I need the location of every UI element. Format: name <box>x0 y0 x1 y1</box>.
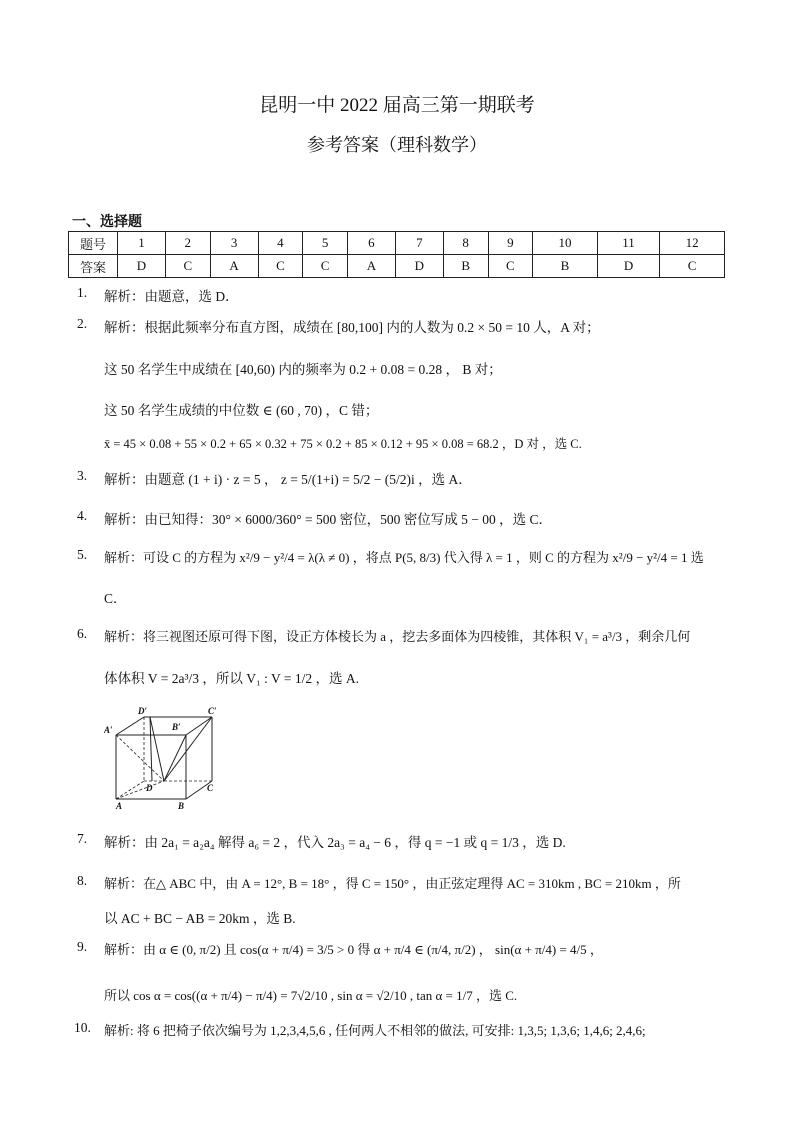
table-cell-answer: C <box>303 255 348 278</box>
solution-text: 解析：在△ ABC 中，由 A = 12°, B = 18° ，得 C = 150° ，由正弦定理得 AC = 310km , BC = 210km ，所 <box>104 876 681 891</box>
solution-number: 6. <box>77 626 88 641</box>
answer-table <box>68 231 725 278</box>
table-cell-answer: C <box>165 255 210 278</box>
table-cell-answer: B <box>443 255 488 278</box>
label-c-prime: C′ <box>208 706 217 716</box>
solution-text: 这 50 名学生成绩的中位数 ∈ (60 , 70) ，C 错； <box>104 403 379 418</box>
solution-text: 解析：由 α ∈ (0, π/2) 且 cos(α + π/4) = 3/5 > 0 得 α + π/4 ∈ (π/4, π/2) ， sin(α + π/4) = 4/5 ， <box>104 942 603 957</box>
solution-number: 10. <box>74 1020 91 1035</box>
solution-text: 解析: 将 6 把椅子依次编号为 1,2,3,4,5,6 , 任何两人不相邻的做法, 可安排: 1,3,5; 1,3,6; 1,4,6; 2,4,6; <box>104 1023 646 1038</box>
solution-text: 解析：由题意 (1 + i) · z = 5 ， z = 5/(1+i) = 5/2 − (5/2)i ，选 A． <box>104 472 472 487</box>
table-row <box>69 232 725 255</box>
label-b-prime: B′ <box>172 722 181 732</box>
label-b: B <box>178 801 185 810</box>
table-cell-number: 6 <box>347 232 395 255</box>
table-header-cell: 答案 <box>69 255 118 278</box>
table-cell-answer: D <box>395 255 443 278</box>
solution-number: 1. <box>77 285 88 300</box>
table-cell-number: 12 <box>660 232 725 255</box>
solution-number: 4. <box>77 508 88 523</box>
table-cell-number: 5 <box>303 232 348 255</box>
solution-number: 5. <box>77 547 88 562</box>
label-c: C <box>207 783 214 793</box>
solution-number: 9. <box>77 939 88 954</box>
table-cell-number: 1 <box>118 232 166 255</box>
table-cell-answer: C <box>488 255 533 278</box>
table-cell-answer: D <box>118 255 166 278</box>
table-cell-answer: A <box>347 255 395 278</box>
table-cell-answer: B <box>533 255 598 278</box>
solution-text: x̄ = 45 × 0.08 + 55 × 0.2 + 65 × 0.32 + 75 × 0.2 + 85 × 0.12 + 95 × 0.08 = 68.2 ，D 对 ，选 C. <box>104 437 582 451</box>
solution-number: 3. <box>77 468 88 483</box>
solution-text: 这 50 名学生中成绩在 [40,60) 内的频率为 0.2 + 0.08 = 0.28 ， B 对； <box>104 362 502 377</box>
solution-number: 2. <box>77 316 88 331</box>
solution-text: 解析：由题意，选 D． <box>104 289 239 304</box>
page-subtitle: 参考答案（理科数学） <box>307 135 487 155</box>
table-cell-number: 7 <box>395 232 443 255</box>
solution-text: 解析：将三视图还原可得下图，设正方体棱长为 a ，挖去多面体为四棱锥，其体积 V₁ = a³/3 ，剩余几何 <box>104 629 691 644</box>
solution-number: 8. <box>77 873 88 888</box>
table-cell-number: 3 <box>210 232 258 255</box>
page-title: 昆明一中 2022 届高三第一期联考 <box>259 95 535 116</box>
cube-figure <box>104 705 224 810</box>
solution-text: 所以 cos α = cos((α + π/4) − π/4) = 7√2/10 , sin α = √2/10 , tan α = 1/7 ，选 C. <box>104 988 518 1003</box>
table-cell-number: 9 <box>488 232 533 255</box>
table-cell-number: 10 <box>533 232 598 255</box>
table-cell-number: 11 <box>597 232 659 255</box>
table-cell-number: 8 <box>443 232 488 255</box>
label-d: D <box>146 783 153 793</box>
solution-text: 解析：可设 C 的方程为 x²/9 − y²/4 = λ(λ ≠ 0) ，将点 P(5, 8/3) 代入得 λ = 1 ，则 C 的方程为 x²/9 − y²/4 = 1 选 <box>104 550 704 565</box>
section-title: 一、选择题 <box>72 214 142 230</box>
solution-text: 解析：由 2a₁ = a₂a₄ 解得 a₆ = 2 ，代入 2a₃ = a₄ − 6 ，得 q = −1 或 q = 1/3 ，选 D. <box>104 835 566 850</box>
table-cell-number: 2 <box>165 232 210 255</box>
table-cell-answer: A <box>210 255 258 278</box>
solution-text: 解析：由已知得：30° × 6000/360° = 500 密位，500 密位写成 5 − 00 ，选 C． <box>104 512 553 527</box>
solution-text: C． <box>104 591 127 606</box>
solution-text: 以 AC + BC − AB = 20km ，选 B. <box>104 911 296 926</box>
table-cell-answer: C <box>660 255 725 278</box>
table-header-cell: 题号 <box>69 232 118 255</box>
solution-text: 体体积 V = 2a³/3 ，所以 V₁ : V = 1/2 ，选 A. <box>104 671 359 686</box>
table-cell-answer: C <box>258 255 303 278</box>
solution-number: 7. <box>77 831 88 846</box>
table-cell-answer: D <box>597 255 659 278</box>
label-a-prime: A′ <box>104 725 113 735</box>
table-cell-number: 4 <box>258 232 303 255</box>
label-a: A <box>116 801 123 810</box>
solution-text: 解析：根据此频率分布直方图，成绩在 [80,100] 内的人数为 0.2 × 50 = 10 人，A 对； <box>104 320 600 335</box>
table-row <box>69 255 725 278</box>
label-d-prime: D′ <box>138 706 148 716</box>
